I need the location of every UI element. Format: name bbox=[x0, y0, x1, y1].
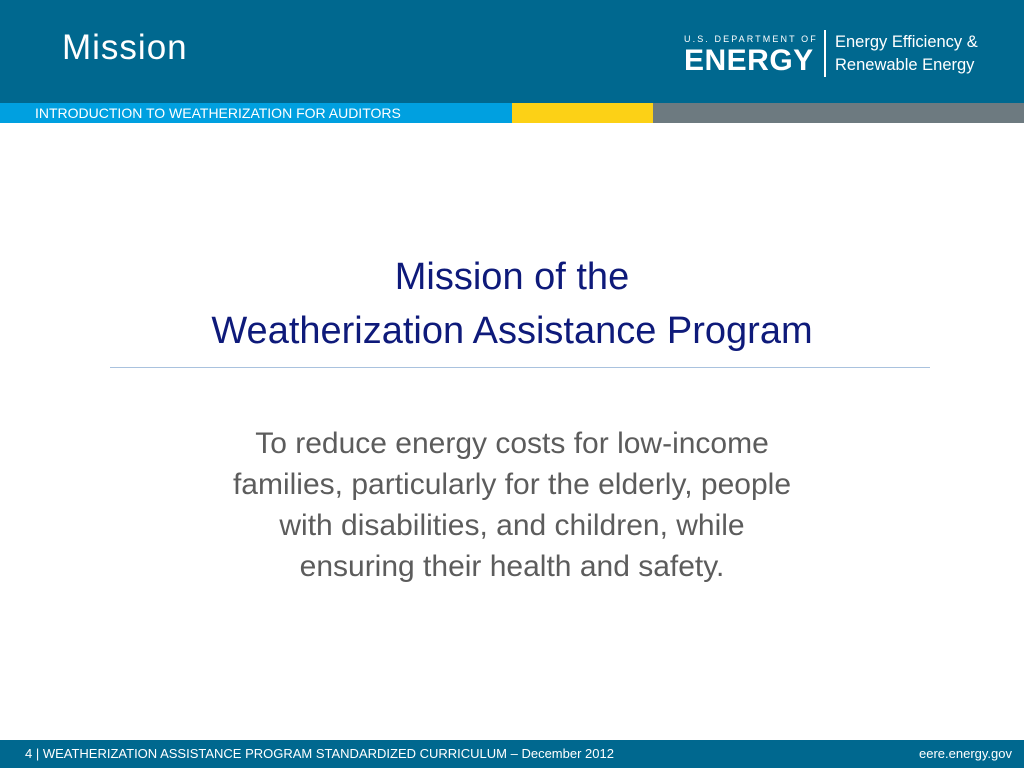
slide-title: Mission bbox=[62, 28, 188, 67]
heading-line-2: Weatherization Assistance Program bbox=[211, 310, 813, 352]
office-name-line2: Renewable Energy bbox=[835, 56, 975, 74]
subtitle-bar-yellow-segment bbox=[512, 103, 653, 123]
doe-logo bbox=[684, 28, 819, 76]
office-name-line1: Energy Efficiency & bbox=[835, 33, 978, 51]
heading-line-1: Mission of the bbox=[394, 256, 630, 298]
mission-line: To reduce energy costs for low-income bbox=[255, 427, 769, 460]
mission-statement bbox=[0, 423, 1024, 587]
subtitle-bar-gray-segment bbox=[653, 103, 1024, 123]
footer-page-info: 4 | WEATHERIZATION ASSISTANCE PROGRAM STANDARDIZED CURRICULUM – December 2012 bbox=[25, 746, 614, 761]
footer-website: eere.energy.gov bbox=[919, 746, 1012, 761]
mission-line: with disabilities, and children, while bbox=[279, 509, 745, 542]
heading-divider bbox=[110, 367, 930, 368]
logo-energy-wordmark: ENERGY bbox=[684, 44, 814, 77]
slide-header bbox=[0, 0, 1024, 103]
subtitle-bar bbox=[0, 103, 1024, 123]
mission-line: families, particularly for the elderly, people bbox=[232, 468, 792, 501]
course-subtitle: INTRODUCTION TO WEATHERIZATION FOR AUDITORS bbox=[35, 105, 401, 121]
mission-line: ensuring their health and safety. bbox=[299, 550, 725, 583]
mission-heading bbox=[0, 250, 1024, 358]
slide-footer bbox=[0, 740, 1024, 768]
logo-divider bbox=[824, 30, 826, 77]
logo-department-text: U.S. DEPARTMENT OF bbox=[684, 34, 818, 44]
